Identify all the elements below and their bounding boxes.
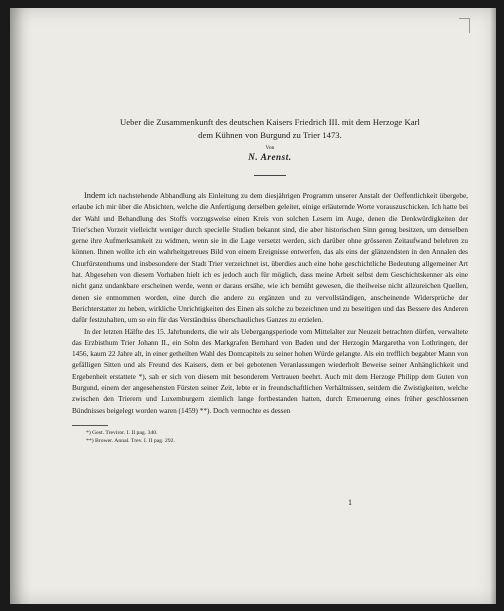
paragraph-1 — [72, 190, 468, 327]
paragraph-1-text: ich nachstehende Abhandlung als Einleitung zu dem diesjährigen Programm unserer Anstalt der Oeffentlichkeit übergebe, erlaube ich mir über die Absichten, welche die Anfertigung derselben geleitet, einige erläuternde Worte vorauszuschicken. Ich hatte bei der Wahl und Behandlung des Stoffs vorzugsweise einen Kreis von solchen Lesern im Auge, denen die Denkwürdigkeiten der Trier'schen Vorzeit vielleicht weniger durch specielle Studien bekannt sind, die aber historischen Sinn genug besitzen, um denselben gerne ihre Aufmerksamkeit zu widmen, wenn sie in die Lage versetzt werden, sich darüber ohne grösseren Zeitaufwand belehren zu können. Ihnen wollte ich ein wahrheitgetreues Bild von einem Ereignisse entwerfen, das als eins der glänzendsten in den Annalen des Churfürstenthums und insbesondere der Stadt Trier verzeichnet ist, überdies auch eine hohe geschichtliche Bedeutung allgemeiner Art hat. Abgesehen von diesem Vorhaben hielt ich es jedoch auch für möglich, dass meine Arbeit selbst dem Geschichtskenner als eine nicht ganz undankbare erscheinen werde, wenn er daraus ersähe, wie ich bemüht gewesen, die theilweise nicht allzureichen Quellen, denen sie entnommen worden, eine durch die andere zu ergänzen und zu vervollständigen, anscheinende Widersprüche der Berichterstatter zu heben, wirkliche Unrichtigkeiten des Einen als solche zu bezeichnen und zu beseitigen und das Bessere des Anderen dafür festzuhalten, um so ein für das Verständniss überschauliches Ganzes zu erzielen. — [72, 192, 468, 325]
binding-shadow — [10, 8, 32, 604]
footnote-divider — [72, 425, 108, 426]
article-title — [72, 116, 468, 141]
document-page — [10, 8, 496, 604]
page-edge-shadow — [490, 8, 496, 604]
paragraph-2: In der letzten Hälfte des 15. Jahrhunderts, die wir als Uebergangsperiode vom Mittelalter zur Neuzeit betrachten dürfen, verwaltete das Erzbisthum Trier Johann II., ein Sohn des Markgrafen Bernhard von Baden und der Herzogin Margaretha von Lothringen, der 1456, kaum 22 Jahre alt, in einer getheilten Wahl des Domcapitels zu seiner hohen Würde gelangte. Als ein trefflich begabter Mann von gefälligen Sitten und als Freund des Kaisers, dem er bei gebotenen Veranlassungen wiederholt Beweise seiner Anhänglichkeit und Ergebenheit erstattete *), sah er sich von diesem mit besonderem Vertrauen beehrt. Auch mit dem Herzoge Philipp dem Guten von Burgund, einem der angesehensten Fürsten seiner Zeit, lebte er in freundschaftlichen Verhältnissen, seitdem die Zwistigkeiten, welche zwischen den Trierern und Luxemburgern ziemlich lange fortbestanden hatten, durch Erneuerung eines früher geschlossenen Bündnisses beigelegt worden waren (1459) **). Doch vermochte es dessen — [72, 327, 468, 415]
footnote-2: **) Brower. Annal. Trev. I. II pag. 292. — [86, 438, 175, 445]
title-line-2: dem Kühnen von Burgund zu Trier 1473. — [198, 129, 342, 140]
title-line-1: Ueber die Zusammenkunft des deutschen Kaisers Friedrich III. mit dem Herzoge Karl — [120, 117, 420, 127]
byline-label: Von — [265, 145, 275, 151]
corner-mark — [459, 18, 470, 33]
title-divider — [254, 175, 286, 176]
page-content — [72, 116, 468, 446]
page-number: 1 — [348, 498, 352, 507]
paragraph-1-first-word: Indem — [84, 191, 106, 200]
author-name: N. Arenst. — [248, 152, 292, 162]
footnote-1: *) Gest. Treviror. I. II pag. 340. — [86, 429, 158, 436]
